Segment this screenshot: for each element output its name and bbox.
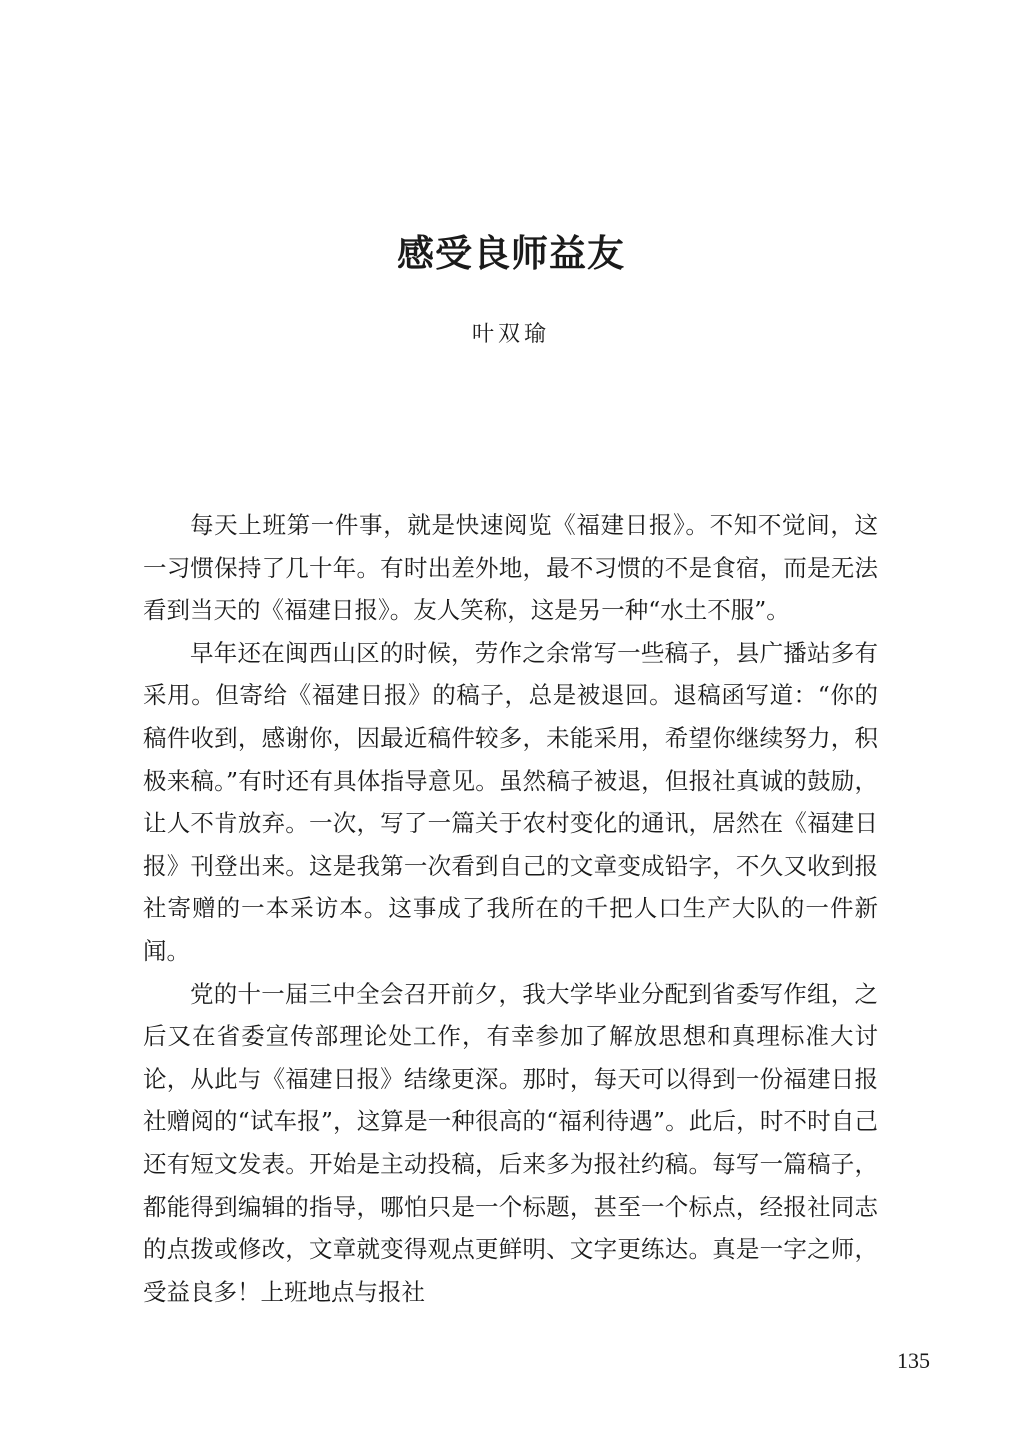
article-body	[143, 504, 878, 1313]
paragraph: 党的十一届三中全会召开前夕，我大学毕业分配到省委写作组，之后又在省委宣传部理论处工作，有幸参加了解放思想和真理标准大讨论，从此与《福建日报》结缘更深。那时，每天可以得到一份福建日报社赠阅的“试车报”，这算是一种很高的“福利待遇”。此后，时不时自己还有短文发表。开始是主动投稿，后来多为报社约稿。每写一篇稿子，都能得到编辑的指导，哪怕只是一个标题，甚至一个标点，经报社同志的点拨或修改，文章就变得观点更鲜明、文字更练达。真是一字之师，受益良多！上班地点与报社	[143, 979, 878, 1306]
article-title: 感受良师益友	[397, 231, 625, 275]
paragraph: 每天上班第一件事，就是快速阅览《福建日报》。不知不觉间，这一习惯保持了几十年。有时出差外地，最不习惯的不是食宿，而是无法看到当天的《福建日报》。友人笑称，这是另一种“水土不服”。	[143, 511, 878, 625]
author-name: 叶双瑜	[471, 322, 550, 347]
page-number: 135	[897, 1348, 930, 1373]
paragraph: 早年还在闽西山区的时候，劳作之余常写一些稿子，县广播站多有采用。但寄给《福建日报》的稿子，总是被退回。退稿函写道：“你的稿件收到，感谢你，因最近稿件较多，未能采用，希望你继续努力，积极来稿。”有时还有具体指导意见。虽然稿子被退，但报社真诚的鼓励，让人不肯放弃。一次，写了一篇关于农村变化的通讯，居然在《福建日报》刊登出来。这是我第一次看到自己的文章变成铅字，不久又收到报社寄赠的一本采访本。这事成了我所在的千把人口生产大队的一件新闻。	[143, 638, 878, 965]
